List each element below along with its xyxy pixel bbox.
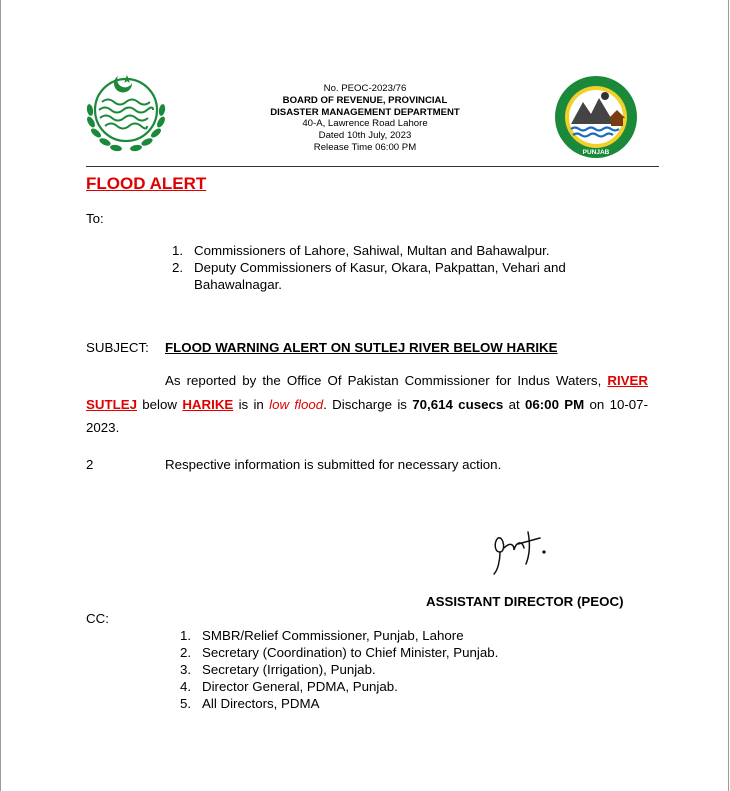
list-item: 4. Director General, PDMA, Punjab. [180,679,398,694]
subject-line [86,339,558,356]
address: 40-A, Lawrence Road Lahore [302,118,428,130]
report-time: 06:00 PM [524,396,585,412]
header-divider [86,166,659,167]
paragraph-number: 2 [86,457,94,472]
subject-label: SUBJECT: [86,340,149,355]
discharge-value: 70,614 cusecs [412,396,504,412]
paragraph-1: As reported by the Office Of Pakistan Commissioner for Indus Waters, RIVER SUTLEJ below HARIKE is in low flood. Discharge is 70,614 cusecs at 06:00 PM on 10-07-2023. [86,373,649,435]
signature-icon [484,524,556,576]
recipient-list [172,242,612,293]
site-name: HARIKE [182,396,234,412]
cc-label: CC: [86,611,109,626]
list-item: 3. Secretary (Irrigation), Punjab. [180,662,376,677]
svg-text:PUNJAB: PUNJAB [582,149,610,156]
date: Dated 10th July, 2023 [318,130,412,142]
to-label: To: [86,211,104,226]
list-item: 2. Secretary (Coordination) to Chief Minister, Punjab. [180,645,499,660]
paragraph-2 [86,456,501,473]
list-item: 1. SMBR/Relief Commissioner, Punjab, Lahore [180,628,464,643]
org-name-line2: DISASTER MANAGEMENT DEPARTMENT [270,106,460,118]
pdma-punjab-logo-icon [553,74,639,160]
list-item: 5. All Directors, PDMA [180,696,320,711]
release-time: Release Time 06:00 PM [313,141,417,153]
letterhead [230,83,500,154]
subject-text: FLOOD WARNING ALERT ON SUTLEJ RIVER BELOW HARIKE [165,340,558,355]
river-name: RIVER SUTLEJ [86,373,648,412]
alert-title: FLOOD ALERT [86,174,207,193]
org-name-line1: BOARD OF REVENUE, PROVINCIAL [282,94,448,106]
paragraph-text: Respective information is submitted for necessary action. [165,457,502,472]
reference-number: No. PEOC-2023/76 [323,83,407,94]
flood-status: low flood [269,396,324,412]
punjab-government-emblem-icon [78,66,174,158]
signatory-designation: ASSISTANT DIRECTOR (PEOC) [426,594,624,609]
list-item: 2. Deputy Commissioners of Kasur, Okara, Pakpattan, Vehari and Bahawalnagar. [172,260,566,292]
list-item: 1. Commissioners of Lahore, Sahiwal, Multan and Bahawalpur. [172,243,550,258]
cc-list [180,627,640,712]
